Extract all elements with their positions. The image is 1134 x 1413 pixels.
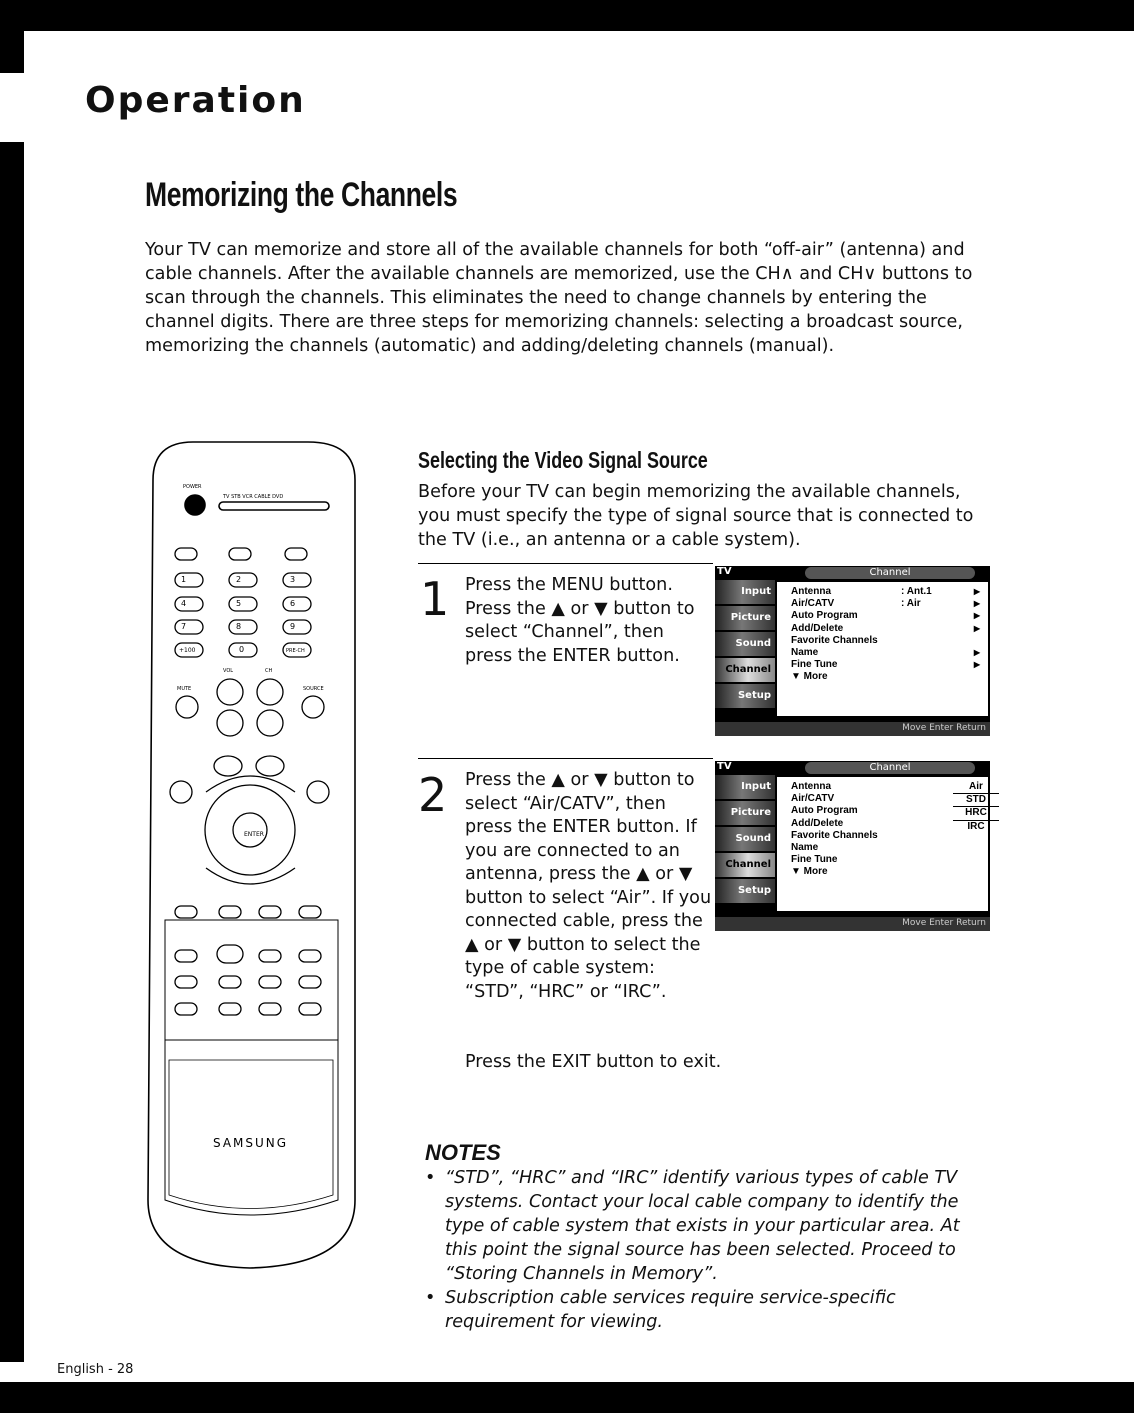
page-title: Memorizing the Channels — [145, 176, 458, 214]
menu-1-footer: Move Enter Return — [902, 723, 986, 733]
menu-2-options-popup — [953, 781, 999, 833]
menu-1-side-setup: Setup — [715, 684, 775, 708]
svg-text:POWER: POWER — [183, 484, 202, 490]
menu-2-footer: Move Enter Return — [902, 918, 986, 928]
menu-1-row-aircatv-value: : Air — [901, 598, 921, 610]
remote-brand-logo: SAMSUNG — [213, 1136, 289, 1150]
menu-1-side-sound: Sound — [715, 632, 775, 656]
step-1-divider — [418, 563, 713, 564]
menu-2-row-name: Name — [791, 841, 819, 853]
menu-2-side-setup: Setup — [715, 879, 775, 903]
exit-instruction: Press the EXIT button to exit. — [465, 1052, 722, 1072]
svg-text:3: 3 — [290, 575, 296, 584]
menu-2-row-add-delete: Add/Delete — [791, 817, 844, 829]
menu-2-title: Channel — [805, 762, 975, 774]
svg-text:1: 1 — [181, 575, 187, 584]
svg-text:CH: CH — [265, 668, 273, 674]
subsection-intro: Before your TV can begin memorizing the available channels, you must specify the type of signal source that is connected to the TV (i.e., an antenna or a cable system). — [418, 482, 974, 550]
menu-1-row-favorite: Favorite Channels — [791, 634, 878, 646]
menu-2-option-irc: IRC — [967, 820, 985, 832]
menu-1-tab: TV — [717, 566, 732, 577]
menu-2-option-air: Air — [953, 781, 999, 794]
menu-1-side-input: Input — [715, 580, 775, 604]
left-edge-tab — [0, 31, 24, 73]
svg-text:MUTE: MUTE — [177, 686, 192, 692]
menu-screenshot-1 — [715, 566, 990, 736]
menu-1-side-channel: Channel — [715, 658, 775, 682]
step-2-text: Press the ▲ or ▼ button to select “Air/CATV”, then press the ENTER button. If you are connected to an antenna, press the ▲ or ▼ button to select “Air”. If you connected cable, press the ▲ or ▼ button to select the type of cable system: “STD”, “HRC” or “IRC”. — [465, 770, 712, 1002]
remote-control-illustration — [143, 440, 358, 1270]
arrow-right-icon: ▶ — [973, 599, 980, 609]
notes-title: NOTES — [425, 1140, 501, 1165]
menu-1-title: Channel — [805, 567, 975, 579]
step-2-divider — [418, 758, 713, 759]
menu-1-row-name: Name — [791, 646, 819, 658]
svg-text:2: 2 — [236, 575, 242, 584]
menu-2-side-channel: Channel — [715, 853, 775, 877]
menu-2-row-favorite: Favorite Channels — [791, 829, 878, 841]
menu-1-row-aircatv: Air/CATV — [791, 598, 835, 610]
svg-text:8: 8 — [236, 622, 242, 631]
note-item: • Subscription cable services require service-specific requirement for viewing. — [425, 1286, 985, 1334]
intro-paragraph: Your TV can memorize and store all of the available channels for both “off-air” (antenna) and cable channels. After the available channels are memorized, use the CH∧ and CH∨ buttons to scan through the channels. This eliminates the need to change channels by entering the channel digits. There are three steps for memorizing channels: selecting a broadcast source, memorizing the channels (automatic) and adding/deleting channels (manual). — [145, 240, 973, 356]
svg-text:4: 4 — [181, 599, 187, 608]
menu-2-row-aircatv: Air/CATV — [791, 793, 835, 805]
menu-2-side-sound: Sound — [715, 827, 775, 851]
left-border-bar — [0, 142, 24, 1362]
menu-2-row-more: ▼ More — [791, 866, 828, 878]
svg-text:VOL: VOL — [223, 668, 234, 674]
notes-list — [425, 1166, 985, 1334]
menu-1-row-add-delete: Add/Delete — [791, 622, 844, 634]
arrow-right-icon: ▶ — [973, 587, 980, 596]
menu-2-row-fine-tune: Fine Tune — [791, 854, 838, 866]
bottom-border-bar — [0, 1382, 1134, 1413]
menu-2-tab: TV — [717, 761, 732, 772]
menu-2-side-picture: Picture — [715, 801, 775, 825]
menu-screenshot-2 — [715, 761, 990, 931]
section-title: Operation — [85, 80, 306, 121]
note-item: • “STD”, “HRC” and “IRC” identify various types of cable TV systems. Contact your local cable company to identify the type of cable system that exists in your particular area. At this point the signal source has been selected. Proceed to “Storing Channels in Memory”. — [425, 1166, 985, 1286]
menu-2-option-hrc: HRC — [953, 807, 999, 820]
menu-1-row-antenna: Antenna — [791, 586, 831, 597]
page-footer: English - 28 — [57, 1362, 134, 1377]
menu-2-side-input: Input — [715, 775, 775, 799]
menu-1-row-fine-tune: Fine Tune — [791, 659, 838, 671]
svg-text:0: 0 — [239, 645, 245, 654]
step-2-number: 2 — [418, 768, 448, 822]
step-1-number: 1 — [420, 572, 450, 626]
svg-text:5: 5 — [236, 599, 242, 608]
svg-text:9: 9 — [290, 622, 296, 631]
menu-1-row-antenna-value: : Ant.1 — [901, 586, 932, 597]
arrow-right-icon: ▶ — [973, 623, 980, 633]
menu-2-option-std: STD — [953, 794, 999, 807]
step-1-text: Press the MENU button. Press the ▲ or ▼ button to select “Channel”, then press the ENTER button. — [465, 575, 695, 666]
subsection-title: Selecting the Video Signal Source — [418, 447, 708, 473]
arrow-right-icon: ▶ — [973, 647, 980, 657]
arrow-right-icon: ▶ — [973, 660, 980, 670]
menu-1-row-more: ▼ More — [791, 671, 828, 683]
menu-2-row-antenna: Antenna — [791, 781, 831, 792]
svg-text:6: 6 — [290, 599, 296, 608]
svg-text:7: 7 — [181, 622, 187, 631]
top-border-bar — [0, 0, 1134, 31]
svg-text:ENTER: ENTER — [244, 831, 264, 838]
menu-1-row-auto-program: Auto Program — [791, 610, 858, 622]
svg-text:SOURCE: SOURCE — [303, 686, 324, 692]
svg-text:PRE-CH: PRE-CH — [286, 648, 305, 654]
menu-1-side-picture: Picture — [715, 606, 775, 630]
svg-text:+100: +100 — [179, 647, 196, 654]
svg-text:TV STB VCR CABLE DVD: TV STB VCR CABLE DVD — [223, 494, 284, 500]
arrow-right-icon: ▶ — [973, 611, 980, 621]
menu-2-row-auto-program: Auto Program — [791, 805, 858, 817]
